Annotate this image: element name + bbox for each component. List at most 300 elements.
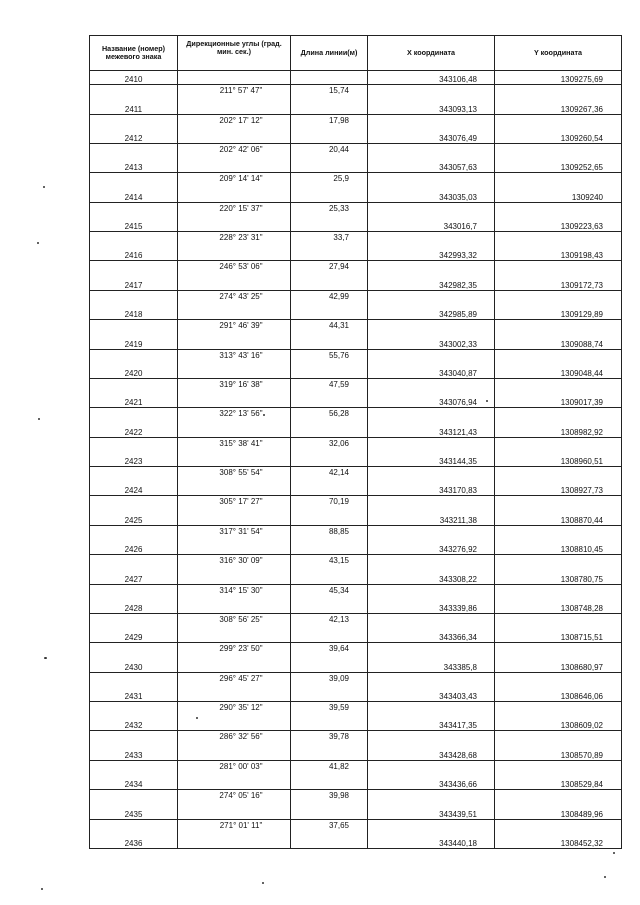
- point-name-cell: 2426: [90, 541, 178, 555]
- empty-cell: [178, 189, 291, 203]
- header-direction-angle: Дирекционные углы (град. мин. сек.): [178, 36, 291, 71]
- x-coordinate-cell: 342993,32: [368, 247, 495, 261]
- x-coordinate-cell: 343040,87: [368, 365, 495, 379]
- empty-cell: [178, 482, 291, 496]
- empty-cell: [291, 835, 368, 849]
- line-length-cell: 33,7: [291, 232, 368, 248]
- point-name-cell: 2433: [90, 747, 178, 761]
- point-name-cell: 2415: [90, 218, 178, 232]
- x-coordinate-cell: 343308,22: [368, 570, 495, 584]
- empty-cell: [291, 512, 368, 526]
- direction-angle-cell: 308° 56' 25": [178, 613, 291, 629]
- point-row: [90, 835, 622, 849]
- line-length-cell: 39,78: [291, 731, 368, 747]
- point-name-cell: 2434: [90, 776, 178, 790]
- empty-cell: [178, 277, 291, 291]
- empty-cell: [90, 85, 178, 101]
- point-name-cell: 2414: [90, 189, 178, 203]
- empty-cell: [178, 306, 291, 320]
- point-row: [90, 365, 622, 379]
- line-length-cell: 32,06: [291, 437, 368, 453]
- empty-cell: [178, 335, 291, 349]
- x-coordinate-cell: 343211,38: [368, 512, 495, 526]
- empty-cell: [495, 496, 622, 512]
- empty-cell: [495, 819, 622, 835]
- point-row: [90, 218, 622, 232]
- empty-cell: [90, 613, 178, 629]
- x-coordinate-cell: 343170,83: [368, 482, 495, 496]
- empty-cell: [291, 747, 368, 761]
- empty-cell: [495, 290, 622, 306]
- y-coordinate-cell: 1308780,75: [495, 570, 622, 584]
- point-name-cell: 2436: [90, 835, 178, 849]
- empty-cell: [495, 672, 622, 688]
- empty-cell: [90, 378, 178, 394]
- empty-cell: [291, 130, 368, 144]
- segment-row: [90, 672, 622, 688]
- scan-speck: [262, 882, 264, 884]
- scan-speck: [41, 888, 43, 890]
- x-coordinate-cell: 343093,13: [368, 100, 495, 114]
- point-row: [90, 570, 622, 584]
- direction-angle-cell: 220° 15' 37": [178, 202, 291, 218]
- point-row: [90, 805, 622, 819]
- empty-cell: [90, 731, 178, 747]
- empty-cell: [90, 261, 178, 277]
- empty-cell: [90, 290, 178, 306]
- empty-cell: [495, 173, 622, 189]
- x-coordinate-cell: 343076,49: [368, 130, 495, 144]
- empty-cell: [178, 100, 291, 114]
- empty-cell: [90, 232, 178, 248]
- segment-row: [90, 702, 622, 718]
- empty-cell: [291, 424, 368, 438]
- segment-row: [90, 437, 622, 453]
- direction-angle-cell: 296° 45' 27": [178, 672, 291, 688]
- segment-row: [90, 261, 622, 277]
- line-length-cell: 15,74: [291, 85, 368, 101]
- empty-cell: [495, 143, 622, 159]
- direction-angle-cell: 274° 43' 25": [178, 290, 291, 306]
- empty-cell: [90, 437, 178, 453]
- point-name-cell: 2410: [90, 71, 178, 85]
- empty-cell: [368, 320, 495, 336]
- point-row: [90, 629, 622, 643]
- empty-cell: [291, 394, 368, 408]
- empty-cell: [368, 702, 495, 718]
- line-length-cell: 39,59: [291, 702, 368, 718]
- point-row: [90, 482, 622, 496]
- direction-angle-cell: 202° 17' 12": [178, 114, 291, 130]
- direction-angle-cell: 290° 35' 12": [178, 702, 291, 718]
- x-coordinate-cell: 342982,35: [368, 277, 495, 291]
- empty-cell: [495, 202, 622, 218]
- empty-cell: [368, 408, 495, 424]
- y-coordinate-cell: 1309088,74: [495, 335, 622, 349]
- point-row: [90, 159, 622, 173]
- point-row: [90, 71, 622, 85]
- empty-cell: [495, 555, 622, 571]
- empty-cell: [90, 320, 178, 336]
- empty-cell: [90, 702, 178, 718]
- y-coordinate-cell: 1309252,65: [495, 159, 622, 173]
- empty-cell: [178, 71, 291, 85]
- empty-cell: [90, 555, 178, 571]
- segment-row: [90, 819, 622, 835]
- empty-cell: [291, 218, 368, 232]
- empty-cell: [90, 114, 178, 130]
- empty-cell: [368, 378, 495, 394]
- x-coordinate-cell: 343002,33: [368, 335, 495, 349]
- point-row: [90, 541, 622, 555]
- empty-cell: [90, 819, 178, 835]
- line-length-cell: 41,82: [291, 760, 368, 776]
- segment-row: [90, 85, 622, 101]
- empty-cell: [291, 71, 368, 85]
- empty-cell: [368, 437, 495, 453]
- line-length-cell: 47,59: [291, 378, 368, 394]
- empty-cell: [90, 173, 178, 189]
- empty-cell: [178, 365, 291, 379]
- line-length-cell: 42,14: [291, 467, 368, 483]
- empty-cell: [368, 290, 495, 306]
- empty-cell: [291, 365, 368, 379]
- segment-row: [90, 320, 622, 336]
- empty-cell: [368, 819, 495, 835]
- x-coordinate-cell: 343276,92: [368, 541, 495, 555]
- empty-cell: [495, 525, 622, 541]
- direction-angle-cell: 246° 53' 06": [178, 261, 291, 277]
- survey-coordinates-sheet: [89, 35, 621, 849]
- empty-cell: [368, 584, 495, 600]
- empty-cell: [495, 613, 622, 629]
- point-row: [90, 453, 622, 467]
- point-name-cell: 2412: [90, 130, 178, 144]
- segment-row: [90, 290, 622, 306]
- y-coordinate-cell: 1308870,44: [495, 512, 622, 526]
- scan-speck: [44, 657, 47, 659]
- point-name-cell: 2423: [90, 453, 178, 467]
- empty-cell: [291, 277, 368, 291]
- y-coordinate-cell: 1309240: [495, 189, 622, 203]
- empty-cell: [178, 776, 291, 790]
- empty-cell: [90, 202, 178, 218]
- empty-cell: [178, 218, 291, 232]
- empty-cell: [90, 760, 178, 776]
- point-name-cell: 2431: [90, 688, 178, 702]
- empty-cell: [291, 776, 368, 790]
- y-coordinate-cell: 1308960,51: [495, 453, 622, 467]
- empty-cell: [291, 247, 368, 261]
- empty-cell: [368, 643, 495, 659]
- point-name-cell: 2416: [90, 247, 178, 261]
- scan-speck: [43, 186, 45, 188]
- x-coordinate-cell: 343144,35: [368, 453, 495, 467]
- point-row: [90, 100, 622, 114]
- empty-cell: [368, 467, 495, 483]
- empty-cell: [495, 408, 622, 424]
- point-name-cell: 2421: [90, 394, 178, 408]
- empty-cell: [291, 659, 368, 673]
- point-name-cell: 2418: [90, 306, 178, 320]
- segment-row: [90, 525, 622, 541]
- point-name-cell: 2420: [90, 365, 178, 379]
- segment-row: [90, 143, 622, 159]
- header-point-name: Название (номер) межевого знака: [90, 36, 178, 71]
- point-row: [90, 277, 622, 291]
- empty-cell: [495, 584, 622, 600]
- direction-angle-cell: 286° 32' 56": [178, 731, 291, 747]
- empty-cell: [368, 232, 495, 248]
- segment-row: [90, 202, 622, 218]
- line-length-cell: 88,85: [291, 525, 368, 541]
- segment-row: [90, 643, 622, 659]
- empty-cell: [368, 496, 495, 512]
- line-length-cell: 17,98: [291, 114, 368, 130]
- point-row: [90, 776, 622, 790]
- scan-speck: [38, 418, 40, 420]
- y-coordinate-cell: 1308452,32: [495, 835, 622, 849]
- empty-cell: [291, 600, 368, 614]
- empty-cell: [495, 232, 622, 248]
- x-coordinate-cell: 343403,43: [368, 688, 495, 702]
- y-coordinate-cell: 1309275,69: [495, 71, 622, 85]
- empty-cell: [178, 159, 291, 173]
- empty-cell: [368, 173, 495, 189]
- point-row: [90, 424, 622, 438]
- line-length-cell: 55,76: [291, 349, 368, 365]
- point-name-cell: 2432: [90, 717, 178, 731]
- empty-cell: [368, 261, 495, 277]
- empty-cell: [495, 349, 622, 365]
- y-coordinate-cell: 1308489,96: [495, 805, 622, 819]
- y-coordinate-cell: 1309172,73: [495, 277, 622, 291]
- direction-angle-cell: 315° 38' 41": [178, 437, 291, 453]
- segment-row: [90, 790, 622, 806]
- x-coordinate-cell: 343076,94: [368, 394, 495, 408]
- empty-cell: [368, 85, 495, 101]
- scan-speck: [486, 400, 488, 402]
- point-name-cell: 2425: [90, 512, 178, 526]
- empty-cell: [495, 114, 622, 130]
- y-coordinate-cell: 1309198,43: [495, 247, 622, 261]
- empty-cell: [291, 570, 368, 584]
- empty-cell: [178, 717, 291, 731]
- table-body: [90, 71, 622, 849]
- empty-cell: [495, 760, 622, 776]
- scan-speck: [196, 717, 198, 719]
- line-length-cell: 25,33: [291, 202, 368, 218]
- x-coordinate-cell: 343106,48: [368, 71, 495, 85]
- empty-cell: [90, 496, 178, 512]
- line-length-cell: 42,13: [291, 613, 368, 629]
- empty-cell: [291, 717, 368, 731]
- empty-cell: [368, 672, 495, 688]
- x-coordinate-cell: 342985,89: [368, 306, 495, 320]
- empty-cell: [178, 453, 291, 467]
- x-coordinate-cell: 343417,35: [368, 717, 495, 731]
- point-name-cell: 2427: [90, 570, 178, 584]
- empty-cell: [291, 100, 368, 114]
- point-row: [90, 688, 622, 702]
- x-coordinate-cell: 343366,34: [368, 629, 495, 643]
- y-coordinate-cell: 1309129,89: [495, 306, 622, 320]
- empty-cell: [291, 335, 368, 349]
- empty-cell: [178, 541, 291, 555]
- point-row: [90, 394, 622, 408]
- y-coordinate-cell: 1308609,02: [495, 717, 622, 731]
- direction-angle-cell: 313° 43' 16": [178, 349, 291, 365]
- empty-cell: [368, 114, 495, 130]
- empty-cell: [90, 349, 178, 365]
- line-length-cell: 43,15: [291, 555, 368, 571]
- empty-cell: [178, 835, 291, 849]
- direction-angle-cell: 209° 14' 14": [178, 173, 291, 189]
- y-coordinate-cell: 1309017,39: [495, 394, 622, 408]
- y-coordinate-cell: 1309223,63: [495, 218, 622, 232]
- line-length-cell: 70,19: [291, 496, 368, 512]
- y-coordinate-cell: 1308646,06: [495, 688, 622, 702]
- empty-cell: [178, 570, 291, 584]
- point-name-cell: 2419: [90, 335, 178, 349]
- line-length-cell: 39,09: [291, 672, 368, 688]
- empty-cell: [495, 702, 622, 718]
- x-coordinate-cell: 343428,68: [368, 747, 495, 761]
- segment-row: [90, 555, 622, 571]
- empty-cell: [178, 130, 291, 144]
- line-length-cell: 37,65: [291, 819, 368, 835]
- empty-cell: [368, 555, 495, 571]
- x-coordinate-cell: 343016,7: [368, 218, 495, 232]
- segment-row: [90, 349, 622, 365]
- point-name-cell: 2411: [90, 100, 178, 114]
- empty-cell: [495, 261, 622, 277]
- empty-cell: [495, 790, 622, 806]
- point-name-cell: 2417: [90, 277, 178, 291]
- direction-angle-cell: 314° 15' 30": [178, 584, 291, 600]
- line-length-cell: 27,94: [291, 261, 368, 277]
- empty-cell: [291, 541, 368, 555]
- segment-row: [90, 378, 622, 394]
- scan-speck: [263, 414, 265, 416]
- empty-cell: [90, 525, 178, 541]
- line-length-cell: 44,31: [291, 320, 368, 336]
- empty-cell: [178, 600, 291, 614]
- x-coordinate-cell: 343385,8: [368, 659, 495, 673]
- scan-speck: [37, 242, 39, 244]
- empty-cell: [291, 805, 368, 819]
- empty-cell: [178, 247, 291, 261]
- direction-angle-cell: 317° 31' 54": [178, 525, 291, 541]
- header-line-length: Длина линии(м): [291, 36, 368, 71]
- empty-cell: [495, 643, 622, 659]
- line-length-cell: 39,98: [291, 790, 368, 806]
- line-length-cell: 56,28: [291, 408, 368, 424]
- line-length-cell: 45,34: [291, 584, 368, 600]
- point-row: [90, 659, 622, 673]
- point-row: [90, 130, 622, 144]
- segment-row: [90, 584, 622, 600]
- segment-row: [90, 408, 622, 424]
- empty-cell: [495, 320, 622, 336]
- direction-angle-cell: 305° 17' 27": [178, 496, 291, 512]
- x-coordinate-cell: 343440,18: [368, 835, 495, 849]
- empty-cell: [90, 467, 178, 483]
- line-length-cell: 25,9: [291, 173, 368, 189]
- segment-row: [90, 496, 622, 512]
- y-coordinate-cell: 1308748,28: [495, 600, 622, 614]
- point-name-cell: 2424: [90, 482, 178, 496]
- empty-cell: [368, 349, 495, 365]
- empty-cell: [495, 378, 622, 394]
- empty-cell: [368, 143, 495, 159]
- direction-angle-cell: 274° 05' 16": [178, 790, 291, 806]
- empty-cell: [291, 688, 368, 702]
- point-name-cell: 2413: [90, 159, 178, 173]
- point-name-cell: 2422: [90, 424, 178, 438]
- segment-row: [90, 731, 622, 747]
- empty-cell: [291, 453, 368, 467]
- segment-row: [90, 760, 622, 776]
- point-row: [90, 247, 622, 261]
- direction-angle-cell: 202° 42' 06": [178, 143, 291, 159]
- y-coordinate-cell: 1308810,45: [495, 541, 622, 555]
- empty-cell: [178, 659, 291, 673]
- point-row: [90, 335, 622, 349]
- point-row: [90, 600, 622, 614]
- scan-speck: [604, 876, 606, 878]
- empty-cell: [495, 467, 622, 483]
- line-length-cell: 20,44: [291, 143, 368, 159]
- point-name-cell: 2435: [90, 805, 178, 819]
- empty-cell: [178, 629, 291, 643]
- point-row: [90, 512, 622, 526]
- empty-cell: [90, 643, 178, 659]
- x-coordinate-cell: 343436,66: [368, 776, 495, 790]
- empty-cell: [291, 159, 368, 173]
- point-name-cell: 2430: [90, 659, 178, 673]
- x-coordinate-cell: 343339,86: [368, 600, 495, 614]
- empty-cell: [368, 613, 495, 629]
- empty-cell: [368, 525, 495, 541]
- y-coordinate-cell: 1309267,36: [495, 100, 622, 114]
- scan-speck: [613, 852, 615, 854]
- y-coordinate-cell: 1308570,89: [495, 747, 622, 761]
- empty-cell: [178, 394, 291, 408]
- direction-angle-cell: 211° 57' 47": [178, 85, 291, 101]
- direction-angle-cell: 322° 13' 56": [178, 408, 291, 424]
- segment-row: [90, 232, 622, 248]
- header-x-coordinate: Х координата: [368, 36, 495, 71]
- direction-angle-cell: 319° 16' 38": [178, 378, 291, 394]
- empty-cell: [291, 189, 368, 203]
- table-header: [90, 36, 622, 71]
- line-length-cell: 39,64: [291, 643, 368, 659]
- empty-cell: [368, 731, 495, 747]
- point-name-cell: 2428: [90, 600, 178, 614]
- direction-angle-cell: 291° 46' 39": [178, 320, 291, 336]
- point-name-cell: 2429: [90, 629, 178, 643]
- point-row: [90, 717, 622, 731]
- empty-cell: [90, 408, 178, 424]
- segment-row: [90, 173, 622, 189]
- segment-row: [90, 114, 622, 130]
- direction-angle-cell: 299° 23' 50": [178, 643, 291, 659]
- empty-cell: [178, 512, 291, 526]
- x-coordinate-cell: 343057,63: [368, 159, 495, 173]
- x-coordinate-cell: 343035,03: [368, 189, 495, 203]
- empty-cell: [291, 629, 368, 643]
